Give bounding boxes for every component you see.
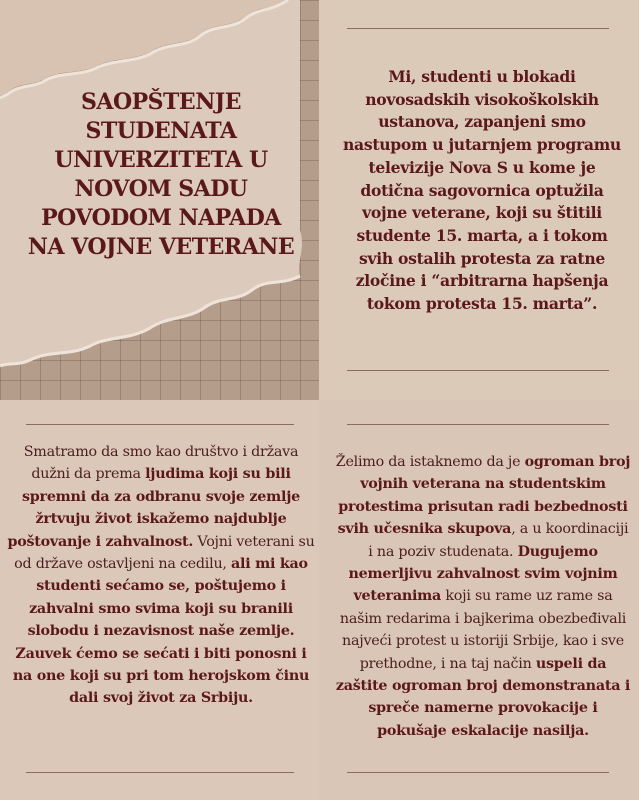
divider [26, 424, 294, 425]
divider [347, 28, 609, 29]
title-panel [0, 0, 319, 400]
left-paragraph: Smatramo da smo kao društvo i država dužni da prema ljudima koji su bili spremni da za odbranu svoje zemlje žrtvuju život iskažemo najdublje poštovanje i zahvalnost. Vojni veterani su od države ostavljeni na cedilu, ali mi kao studenti sećamo se, poštujemo i zahvalni smo svima koji su branili slobodu i nezavisnost naše zemlje. Zauvek ćemo se sećati i biti ponosni i na one koji su pri tom herojskom činu dali svoj život za Srbiju. [7, 444, 315, 707]
divider [347, 772, 609, 773]
divider [26, 772, 294, 773]
divider [347, 424, 609, 425]
page-title: SAOPŠTENJE STUDENATA UNIVERZITETA U NOVOM SADU POVODOM NAPADA NA VOJNE VETERANE [27, 89, 295, 260]
divider [347, 370, 609, 371]
right-paragraph: Želimo da istaknemo da je ogroman broj vojnih veterana na studentskim protestima prisutan radi bezbednosti svih učesnika skupova, a u koordinaciji i na poziv studenata. Dugujemo nemerljivu zahvalnost svim vojnim veteranima koji su rame uz rame sa našim redarima i bajkerima obezbeđivali najveći protest u istoriji Srbije, kao i sve prethodne, i na taj način uspeli da zaštite ogroman broj demonstranata i spreče namerne provokacije i pokušaje eskalacije nasilja. [335, 454, 631, 739]
intro-text: Mi, studenti u blokadi novosadskih visokoškolskih ustanova, zapanjeni smo nastupom u jutarnjem programu televizije Nova S u kome je dotična sagovornica optužila vojne veterane, koji su štitili studente 15. marta, a i tokom svih ostalih protesta za ratne zločine i “arbitrarna hapšenja tokom protesta 15. marta”. [343, 67, 621, 314]
